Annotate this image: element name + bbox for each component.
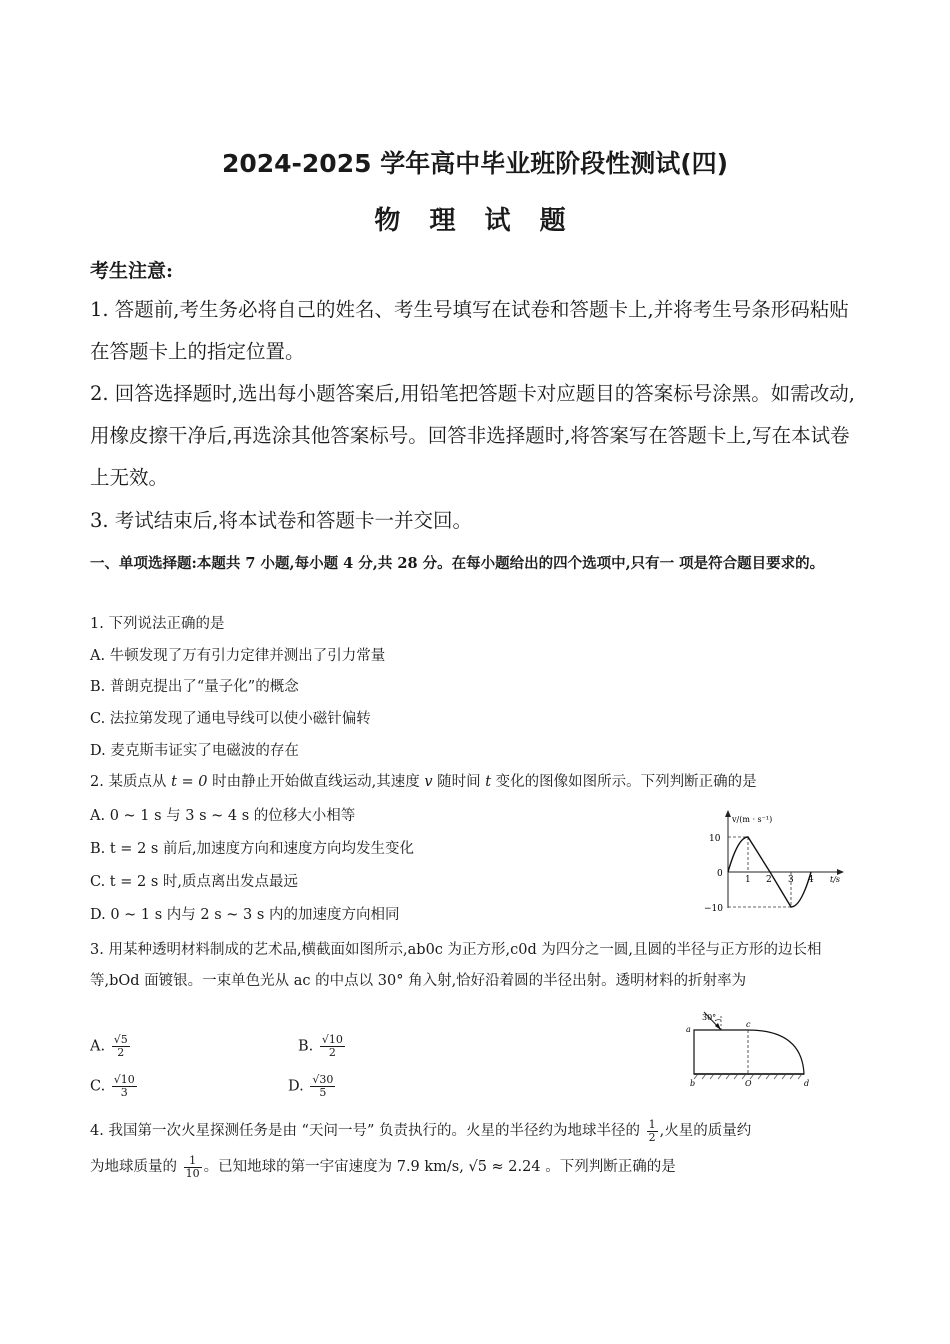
q1-option-a: A. 牛顿发现了万有引力定律并测出了引力常量 (90, 648, 386, 664)
optics-label-a: a (686, 1025, 691, 1034)
exam-title: 2024-2025 学年高中毕业班阶段性测试(四) (221, 149, 729, 178)
q2-option-a: A. 0 ~ 1 s 与 3 s ~ 4 s 的位移大小相等 (90, 808, 356, 824)
q1-stem: 1. 下列说法正确的是 (90, 616, 225, 632)
graph-y-label: v/(m · s⁻¹) (732, 815, 773, 824)
optics-figure (680, 1008, 820, 1090)
optics-label-b: b (690, 1079, 696, 1088)
section-heading: 一、单项选择题:本题共 7 小题,每小题 4 分,共 28 分。在每小题给出的四个选项中,只有一 项是符合题目要求的。 (90, 555, 825, 572)
q3-option-b: B. $\frac{√10}{2}$ (298, 1033, 343, 1059)
q4-line-2: 为地球质量的 $\frac{1}{10}$ 。已知地球的第一宇宙速度为 7.9 km/s, √5 ≈ 2.24 。下列判断正确的是 (90, 1153, 676, 1180)
notice-heading: 考生注意: (90, 260, 174, 282)
optics-label-d: d (804, 1079, 810, 1088)
graph-x-tick-2: 2 (766, 875, 772, 885)
q3-stem: 3. 用某种透明材料制成的艺术品,横截面如图所示,ab0c 为正方形,c0d 为四分之一圆,且圆的半径与正方形的边长相等,bOd 面镀银。一束单色光从 ac 的中点以 30° 角入射,恰好沿着圆的半径出射。透明材料的折射率为 (90, 942, 822, 989)
graph-x-tick-3: 3 (788, 875, 794, 885)
notice-item-3: 3. 考试结束后,将本试卷和答题卡一并交回。 (90, 509, 473, 532)
graph-y-tick-10: 10 (709, 834, 721, 844)
velocity-time-graph (700, 808, 850, 918)
optics-label-c: c (746, 1020, 751, 1029)
q2-option-b: B. t = 2 s 前后,加速度方向和速度方向均发生变化 (90, 841, 415, 857)
q4-line-1: 4. 我国第一次火星探测任务是由 “天问一号” 负责执行的。火星的半径约为地球半径的 $\frac{1}{2}$ ,火星的质量约 (90, 1117, 752, 1144)
notice-item-2: 2. 回答选择题时,选出每小题答案后,用铅笔把答题卡对应题目的答案标号涂黑。如需改动,用橡皮擦干净后,再选涂其他答案标号。回答非选择题时,将答案写在答题卡上,写在本试卷上无效。 (90, 382, 855, 489)
notice-item-1: 1. 答题前,考生务必将自己的姓名、考生号填写在试卷和答题卡上,并将考生号条形码粘贴在答题卡上的指定位置。 (90, 298, 849, 363)
q1-option-b: B. 普朗克提出了“量子化”的概念 (90, 679, 299, 695)
q3-option-d: D. $\frac{√30}{5}$ (288, 1073, 334, 1099)
graph-x-tick-4: 4 (808, 875, 814, 885)
graph-x-label: t/s (830, 875, 841, 884)
graph-y-tick-neg10: −10 (704, 904, 723, 914)
optics-angle-label: 30° (702, 1013, 717, 1022)
optics-label-o: O (745, 1079, 752, 1088)
q1-option-d: D. 麦克斯韦证实了电磁波的存在 (90, 743, 299, 759)
graph-y-tick-0: 0 (717, 869, 723, 879)
graph-x-tick-1: 1 (745, 875, 751, 885)
optics-shape (694, 1030, 804, 1074)
subject-title: 物 理 试 题 (374, 206, 576, 236)
q3-option-a: A. $\frac{√5}{2}$ (90, 1033, 128, 1059)
q1-option-c: C. 法拉第发现了通电导线可以使小磁针偏转 (90, 711, 371, 727)
q2-option-c: C. t = 2 s 时,质点离出发点最远 (90, 874, 298, 890)
q2-option-d: D. 0 ~ 1 s 内与 2 s ~ 3 s 内的加速度方向相同 (90, 907, 400, 923)
q2-stem: 2. 某质点从 t = 0 时由静止开始做直线运动,其速度 v 随时间 t 变化的图像如图所示。下列判断正确的是 (90, 774, 757, 790)
graph-y-arrow (725, 810, 731, 817)
q3-option-c: C. $\frac{√10}{3}$ (90, 1073, 135, 1099)
